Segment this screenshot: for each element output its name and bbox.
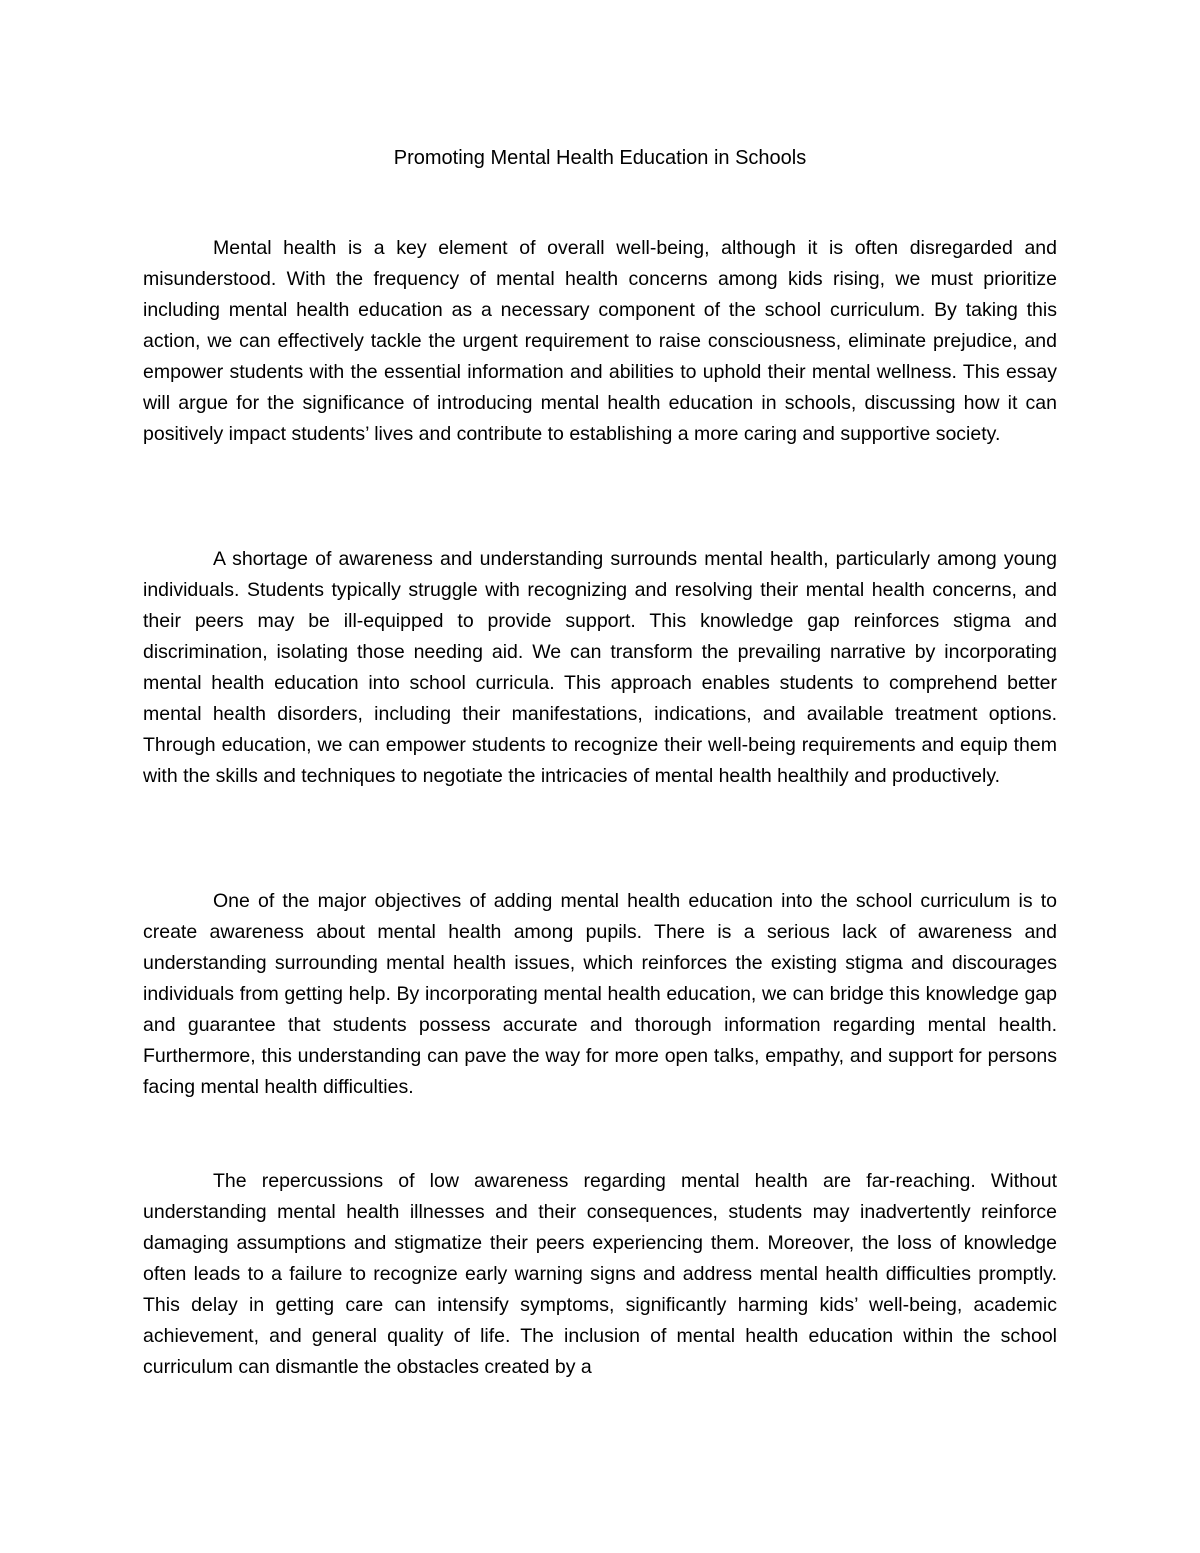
document-title: Promoting Mental Health Education in Schools (393, 147, 807, 169)
paragraph-4: The repercussions of low awareness regarding mental health are far-reaching. Without understanding mental health illnesses and their consequences, students may inadvertently reinforce damaging assumptions and stigmatize their peers experiencing them. Moreover, the loss of knowledge often leads to a failure to recognize early warning signs and address mental health difficulties promptly. This delay in getting care can intensify symptoms, significantly harming kids’ well-being, academic achievement, and general quality of life. The inclusion of mental health education within the school curriculum can dismantle the obstacles created by a (143, 1170, 1057, 1378)
paragraph-1: Mental health is a key element of overall well-being, although it is often disregarded and misunderstood. With the frequency of mental health concerns among kids rising, we must prioritize including mental health education as a necessary component of the school curriculum. By taking this action, we can effectively tackle the urgent requirement to raise consciousness, eliminate prejudice, and empower students with the essential information and abilities to uphold their mental wellness. This essay will argue for the significance of introducing mental health education in schools, discussing how it can positively impact students’ lives and contribute to establishing a more caring and supportive society. (143, 237, 1057, 445)
paragraph-3: One of the major objectives of adding mental health education into the school curriculum is to create awareness about mental health among pupils. There is a serious lack of awareness and understanding surrounding mental health issues, which reinforces the existing stigma and discourages individuals from getting help. By incorporating mental health education, we can bridge this knowledge gap and guarantee that students possess accurate and thorough information regarding mental health. Furthermore, this understanding can pave the way for more open talks, empathy, and support for persons facing mental health difficulties. (143, 890, 1057, 1098)
paragraph-2: A shortage of awareness and understanding surrounds mental health, particularly among young individuals. Students typically struggle with recognizing and resolving their mental health concerns, and their peers may be ill-equipped to provide support. This knowledge gap reinforces stigma and discrimination, isolating those needing aid. We can transform the prevailing narrative by incorporating mental health education into school curricula. This approach enables students to comprehend better mental health disorders, including their manifestations, indications, and available treatment options. Through education, we can empower students to recognize their well-being requirements and equip them with the skills and techniques to negotiate the intricacies of mental health healthily and productively. (143, 548, 1057, 787)
